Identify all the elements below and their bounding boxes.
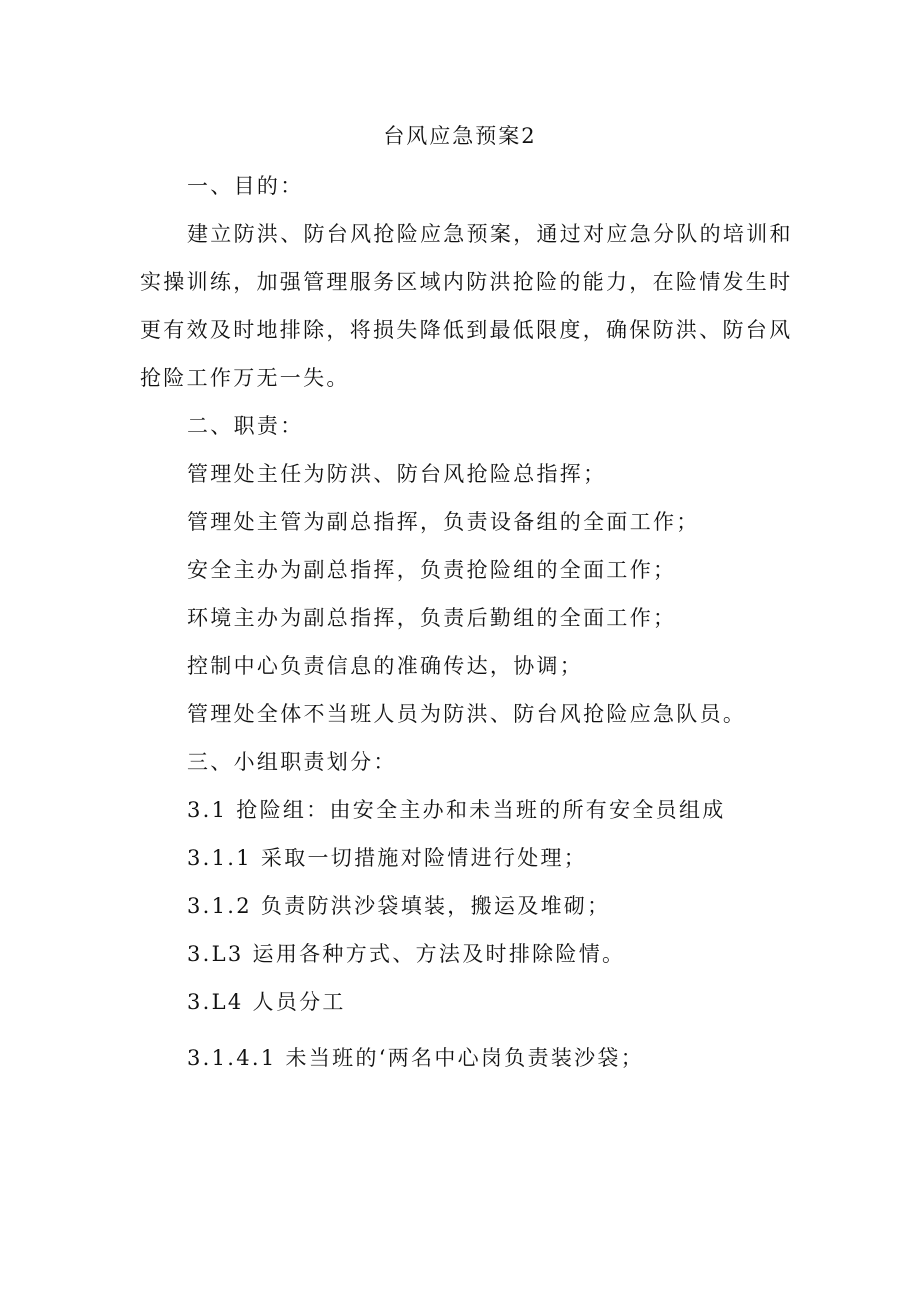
duty-item-6: 管理处全体不当班人员为防洪、防台风抢险应急队员。 (187, 702, 747, 726)
group-item-3-1-4: 3.L4 人员分工 (187, 990, 346, 1014)
duty-item-4: 环境主办为副总指挥，负责后勤组的全面工作； (187, 606, 677, 630)
document-title: 台风应急预案2 (383, 124, 537, 148)
section-heading-duties: 二、职责： (187, 414, 304, 438)
group-item-3-1: 3.1 抢险组：由安全主办和未当班的所有安全员组成 (187, 798, 726, 822)
purpose-line-3: 更有效及时地排除，将损失降低到最低限度，确保防洪、防台风 (140, 318, 793, 342)
section-heading-groups: 三、小组职责划分： (187, 750, 397, 774)
group-item-3-1-3: 3.L3 运用各种方式、方法及时排除险情。 (187, 942, 626, 966)
purpose-line-2: 实操训练，加强管理服务区域内防洪抢险的能力，在险情发生时 (140, 270, 793, 294)
purpose-line-4: 抢险工作万无一失。 (140, 366, 350, 390)
duty-item-2: 管理处主管为副总指挥，负责设备组的全面工作； (187, 510, 700, 534)
duty-item-5: 控制中心负责信息的准确传达，协调； (187, 654, 584, 678)
purpose-line-1: 建立防洪、防台风抢险应急预案，通过对应急分队的培训和 (187, 222, 793, 246)
group-item-3-1-4-1: 3.1.4.1 未当班的‘两名中心岗负责装沙袋； (187, 1046, 645, 1070)
duty-item-1: 管理处主任为防洪、防台风抢险总指挥； (187, 462, 607, 486)
group-item-3-1-1: 3.1.1 采取一切措施对险情进行处理； (187, 846, 588, 870)
duty-item-3: 安全主办为副总指挥，负责抢险组的全面工作； (187, 558, 677, 582)
group-item-3-1-2: 3.1.2 负责防洪沙袋填装，搬运及堆砌； (187, 894, 611, 918)
section-heading-purpose: 一、目的： (187, 174, 304, 198)
